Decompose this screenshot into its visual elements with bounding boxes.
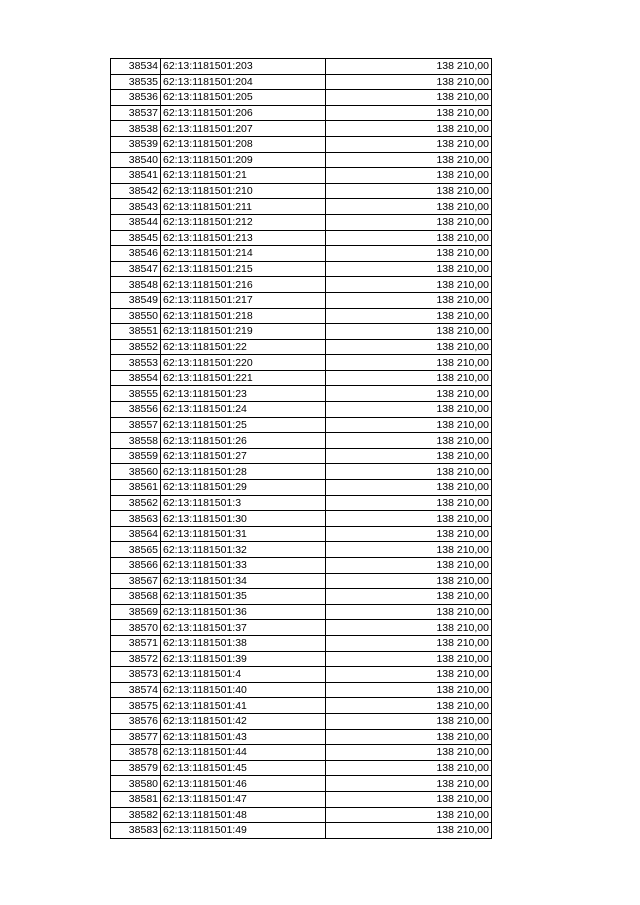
- amount-cell: 138 210,00: [326, 277, 492, 293]
- amount-cell: 138 210,00: [326, 823, 492, 839]
- cadastral-number-cell: 62:13:1181501:49: [161, 823, 326, 839]
- row-number-cell: 38542: [111, 183, 161, 199]
- cadastral-number-cell: 62:13:1181501:210: [161, 183, 326, 199]
- amount-cell: 138 210,00: [326, 230, 492, 246]
- table-row: [111, 604, 492, 620]
- amount-cell: 138 210,00: [326, 152, 492, 168]
- amount-cell: 138 210,00: [326, 667, 492, 683]
- table-row: [111, 433, 492, 449]
- cadastral-number-cell: 62:13:1181501:24: [161, 402, 326, 418]
- cadastral-number-cell: 62:13:1181501:32: [161, 542, 326, 558]
- table-row: [111, 448, 492, 464]
- cadastral-number-cell: 62:13:1181501:3: [161, 495, 326, 511]
- table-row: [111, 261, 492, 277]
- row-number-cell: 38577: [111, 729, 161, 745]
- cadastral-number-cell: 62:13:1181501:39: [161, 651, 326, 667]
- amount-cell: 138 210,00: [326, 433, 492, 449]
- amount-cell: 138 210,00: [326, 558, 492, 574]
- table-row: [111, 355, 492, 371]
- row-number-cell: 38544: [111, 214, 161, 230]
- cadastral-number-cell: 62:13:1181501:29: [161, 480, 326, 496]
- amount-cell: 138 210,00: [326, 386, 492, 402]
- amount-cell: 138 210,00: [326, 776, 492, 792]
- table-row: [111, 589, 492, 605]
- cadastral-number-cell: 62:13:1181501:217: [161, 292, 326, 308]
- row-number-cell: 38549: [111, 292, 161, 308]
- amount-cell: 138 210,00: [326, 698, 492, 714]
- cadastral-number-cell: 62:13:1181501:23: [161, 386, 326, 402]
- amount-cell: 138 210,00: [326, 105, 492, 121]
- table-row: [111, 526, 492, 542]
- table-row: [111, 324, 492, 340]
- amount-cell: 138 210,00: [326, 355, 492, 371]
- amount-cell: 138 210,00: [326, 199, 492, 215]
- table-row: [111, 90, 492, 106]
- cadastral-number-cell: 62:13:1181501:207: [161, 121, 326, 137]
- table-row: [111, 823, 492, 839]
- cadastral-number-cell: 62:13:1181501:215: [161, 261, 326, 277]
- cadastral-number-cell: 62:13:1181501:220: [161, 355, 326, 371]
- row-number-cell: 38568: [111, 589, 161, 605]
- row-number-cell: 38543: [111, 199, 161, 215]
- cadastral-number-cell: 62:13:1181501:203: [161, 59, 326, 75]
- amount-cell: 138 210,00: [326, 589, 492, 605]
- row-number-cell: 38557: [111, 417, 161, 433]
- amount-cell: 138 210,00: [326, 214, 492, 230]
- table-row: [111, 573, 492, 589]
- amount-cell: 138 210,00: [326, 136, 492, 152]
- amount-cell: 138 210,00: [326, 745, 492, 761]
- cadastral-number-cell: 62:13:1181501:48: [161, 807, 326, 823]
- cadastral-number-cell: 62:13:1181501:221: [161, 370, 326, 386]
- cadastral-number-cell: 62:13:1181501:41: [161, 698, 326, 714]
- table-row: [111, 370, 492, 386]
- table-row: [111, 807, 492, 823]
- row-number-cell: 38573: [111, 667, 161, 683]
- amount-cell: 138 210,00: [326, 308, 492, 324]
- row-number-cell: 38563: [111, 511, 161, 527]
- amount-cell: 138 210,00: [326, 74, 492, 90]
- table-row: [111, 651, 492, 667]
- table-row: [111, 152, 492, 168]
- amount-cell: 138 210,00: [326, 713, 492, 729]
- cadastral-number-cell: 62:13:1181501:31: [161, 526, 326, 542]
- cadastral-number-cell: 62:13:1181501:205: [161, 90, 326, 106]
- cadastral-number-cell: 62:13:1181501:27: [161, 448, 326, 464]
- row-number-cell: 38582: [111, 807, 161, 823]
- amount-cell: 138 210,00: [326, 261, 492, 277]
- cadastral-number-cell: 62:13:1181501:42: [161, 713, 326, 729]
- row-number-cell: 38545: [111, 230, 161, 246]
- cadastral-number-cell: 62:13:1181501:213: [161, 230, 326, 246]
- row-number-cell: 38567: [111, 573, 161, 589]
- row-number-cell: 38570: [111, 620, 161, 636]
- table-row: [111, 402, 492, 418]
- cadastral-number-cell: 62:13:1181501:33: [161, 558, 326, 574]
- table-row: [111, 199, 492, 215]
- amount-cell: 138 210,00: [326, 807, 492, 823]
- cadastral-number-cell: 62:13:1181501:34: [161, 573, 326, 589]
- row-number-cell: 38552: [111, 339, 161, 355]
- cadastral-number-cell: 62:13:1181501:47: [161, 791, 326, 807]
- table-row: [111, 635, 492, 651]
- cadastral-number-cell: 62:13:1181501:214: [161, 246, 326, 262]
- cadastral-number-cell: 62:13:1181501:35: [161, 589, 326, 605]
- table-row: [111, 745, 492, 761]
- amount-cell: 138 210,00: [326, 448, 492, 464]
- cadastral-number-cell: 62:13:1181501:28: [161, 464, 326, 480]
- row-number-cell: 38534: [111, 59, 161, 75]
- table-body: [111, 59, 492, 839]
- table-row: [111, 292, 492, 308]
- row-number-cell: 38574: [111, 682, 161, 698]
- row-number-cell: 38560: [111, 464, 161, 480]
- table-row: [111, 417, 492, 433]
- table-row: [111, 121, 492, 137]
- row-number-cell: 38548: [111, 277, 161, 293]
- row-number-cell: 38556: [111, 402, 161, 418]
- table-row: [111, 713, 492, 729]
- cadastral-number-cell: 62:13:1181501:204: [161, 74, 326, 90]
- amount-cell: 138 210,00: [326, 604, 492, 620]
- amount-cell: 138 210,00: [326, 121, 492, 137]
- amount-cell: 138 210,00: [326, 246, 492, 262]
- row-number-cell: 38539: [111, 136, 161, 152]
- amount-cell: 138 210,00: [326, 729, 492, 745]
- cadastral-number-cell: 62:13:1181501:45: [161, 760, 326, 776]
- row-number-cell: 38551: [111, 324, 161, 340]
- table-row: [111, 682, 492, 698]
- row-number-cell: 38553: [111, 355, 161, 371]
- amount-cell: 138 210,00: [326, 59, 492, 75]
- cadastral-number-cell: 62:13:1181501:43: [161, 729, 326, 745]
- row-number-cell: 38554: [111, 370, 161, 386]
- cadastral-number-cell: 62:13:1181501:30: [161, 511, 326, 527]
- amount-cell: 138 210,00: [326, 168, 492, 184]
- table-row: [111, 620, 492, 636]
- cadastral-number-cell: 62:13:1181501:4: [161, 667, 326, 683]
- row-number-cell: 38575: [111, 698, 161, 714]
- amount-cell: 138 210,00: [326, 370, 492, 386]
- table-row: [111, 246, 492, 262]
- row-number-cell: 38538: [111, 121, 161, 137]
- table-row: [111, 136, 492, 152]
- table-row: [111, 277, 492, 293]
- row-number-cell: 38559: [111, 448, 161, 464]
- table-row: [111, 308, 492, 324]
- row-number-cell: 38547: [111, 261, 161, 277]
- amount-cell: 138 210,00: [326, 526, 492, 542]
- amount-cell: 138 210,00: [326, 324, 492, 340]
- table-row: [111, 74, 492, 90]
- cadastral-number-cell: 62:13:1181501:44: [161, 745, 326, 761]
- amount-cell: 138 210,00: [326, 402, 492, 418]
- table-row: [111, 698, 492, 714]
- table-row: [111, 105, 492, 121]
- table-row: [111, 168, 492, 184]
- cadastral-number-cell: 62:13:1181501:208: [161, 136, 326, 152]
- table-row: [111, 464, 492, 480]
- cadastral-number-cell: 62:13:1181501:26: [161, 433, 326, 449]
- table-row: [111, 558, 492, 574]
- table-row: [111, 511, 492, 527]
- cadastral-number-cell: 62:13:1181501:206: [161, 105, 326, 121]
- cadastral-number-cell: 62:13:1181501:22: [161, 339, 326, 355]
- row-number-cell: 38536: [111, 90, 161, 106]
- cadastral-number-cell: 62:13:1181501:25: [161, 417, 326, 433]
- table-row: [111, 214, 492, 230]
- table-row: [111, 386, 492, 402]
- table-row: [111, 791, 492, 807]
- table-row: [111, 667, 492, 683]
- cadastral-number-cell: 62:13:1181501:216: [161, 277, 326, 293]
- amount-cell: 138 210,00: [326, 542, 492, 558]
- row-number-cell: 38576: [111, 713, 161, 729]
- table-row: [111, 183, 492, 199]
- amount-cell: 138 210,00: [326, 635, 492, 651]
- amount-cell: 138 210,00: [326, 183, 492, 199]
- data-table: [110, 58, 492, 839]
- row-number-cell: 38566: [111, 558, 161, 574]
- amount-cell: 138 210,00: [326, 760, 492, 776]
- table-row: [111, 230, 492, 246]
- cadastral-number-cell: 62:13:1181501:40: [161, 682, 326, 698]
- row-number-cell: 38558: [111, 433, 161, 449]
- amount-cell: 138 210,00: [326, 495, 492, 511]
- cadastral-number-cell: 62:13:1181501:36: [161, 604, 326, 620]
- cadastral-number-cell: 62:13:1181501:37: [161, 620, 326, 636]
- cadastral-number-cell: 62:13:1181501:38: [161, 635, 326, 651]
- amount-cell: 138 210,00: [326, 511, 492, 527]
- amount-cell: 138 210,00: [326, 573, 492, 589]
- table-row: [111, 59, 492, 75]
- table-row: [111, 776, 492, 792]
- row-number-cell: 38565: [111, 542, 161, 558]
- row-number-cell: 38581: [111, 791, 161, 807]
- amount-cell: 138 210,00: [326, 90, 492, 106]
- row-number-cell: 38555: [111, 386, 161, 402]
- row-number-cell: 38561: [111, 480, 161, 496]
- row-number-cell: 38537: [111, 105, 161, 121]
- table-row: [111, 729, 492, 745]
- cadastral-number-cell: 62:13:1181501:209: [161, 152, 326, 168]
- table-row: [111, 495, 492, 511]
- cadastral-number-cell: 62:13:1181501:219: [161, 324, 326, 340]
- row-number-cell: 38540: [111, 152, 161, 168]
- row-number-cell: 38583: [111, 823, 161, 839]
- row-number-cell: 38579: [111, 760, 161, 776]
- cadastral-number-cell: 62:13:1181501:212: [161, 214, 326, 230]
- row-number-cell: 38546: [111, 246, 161, 262]
- row-number-cell: 38578: [111, 745, 161, 761]
- amount-cell: 138 210,00: [326, 651, 492, 667]
- amount-cell: 138 210,00: [326, 620, 492, 636]
- amount-cell: 138 210,00: [326, 682, 492, 698]
- row-number-cell: 38571: [111, 635, 161, 651]
- amount-cell: 138 210,00: [326, 791, 492, 807]
- cadastral-number-cell: 62:13:1181501:218: [161, 308, 326, 324]
- table-row: [111, 760, 492, 776]
- amount-cell: 138 210,00: [326, 480, 492, 496]
- table-row: [111, 480, 492, 496]
- amount-cell: 138 210,00: [326, 292, 492, 308]
- table-row: [111, 542, 492, 558]
- amount-cell: 138 210,00: [326, 417, 492, 433]
- cadastral-number-cell: 62:13:1181501:211: [161, 199, 326, 215]
- row-number-cell: 38541: [111, 168, 161, 184]
- amount-cell: 138 210,00: [326, 339, 492, 355]
- row-number-cell: 38535: [111, 74, 161, 90]
- row-number-cell: 38564: [111, 526, 161, 542]
- row-number-cell: 38580: [111, 776, 161, 792]
- row-number-cell: 38572: [111, 651, 161, 667]
- amount-cell: 138 210,00: [326, 464, 492, 480]
- row-number-cell: 38562: [111, 495, 161, 511]
- row-number-cell: 38550: [111, 308, 161, 324]
- cadastral-number-cell: 62:13:1181501:46: [161, 776, 326, 792]
- table-row: [111, 339, 492, 355]
- cadastral-number-cell: 62:13:1181501:21: [161, 168, 326, 184]
- row-number-cell: 38569: [111, 604, 161, 620]
